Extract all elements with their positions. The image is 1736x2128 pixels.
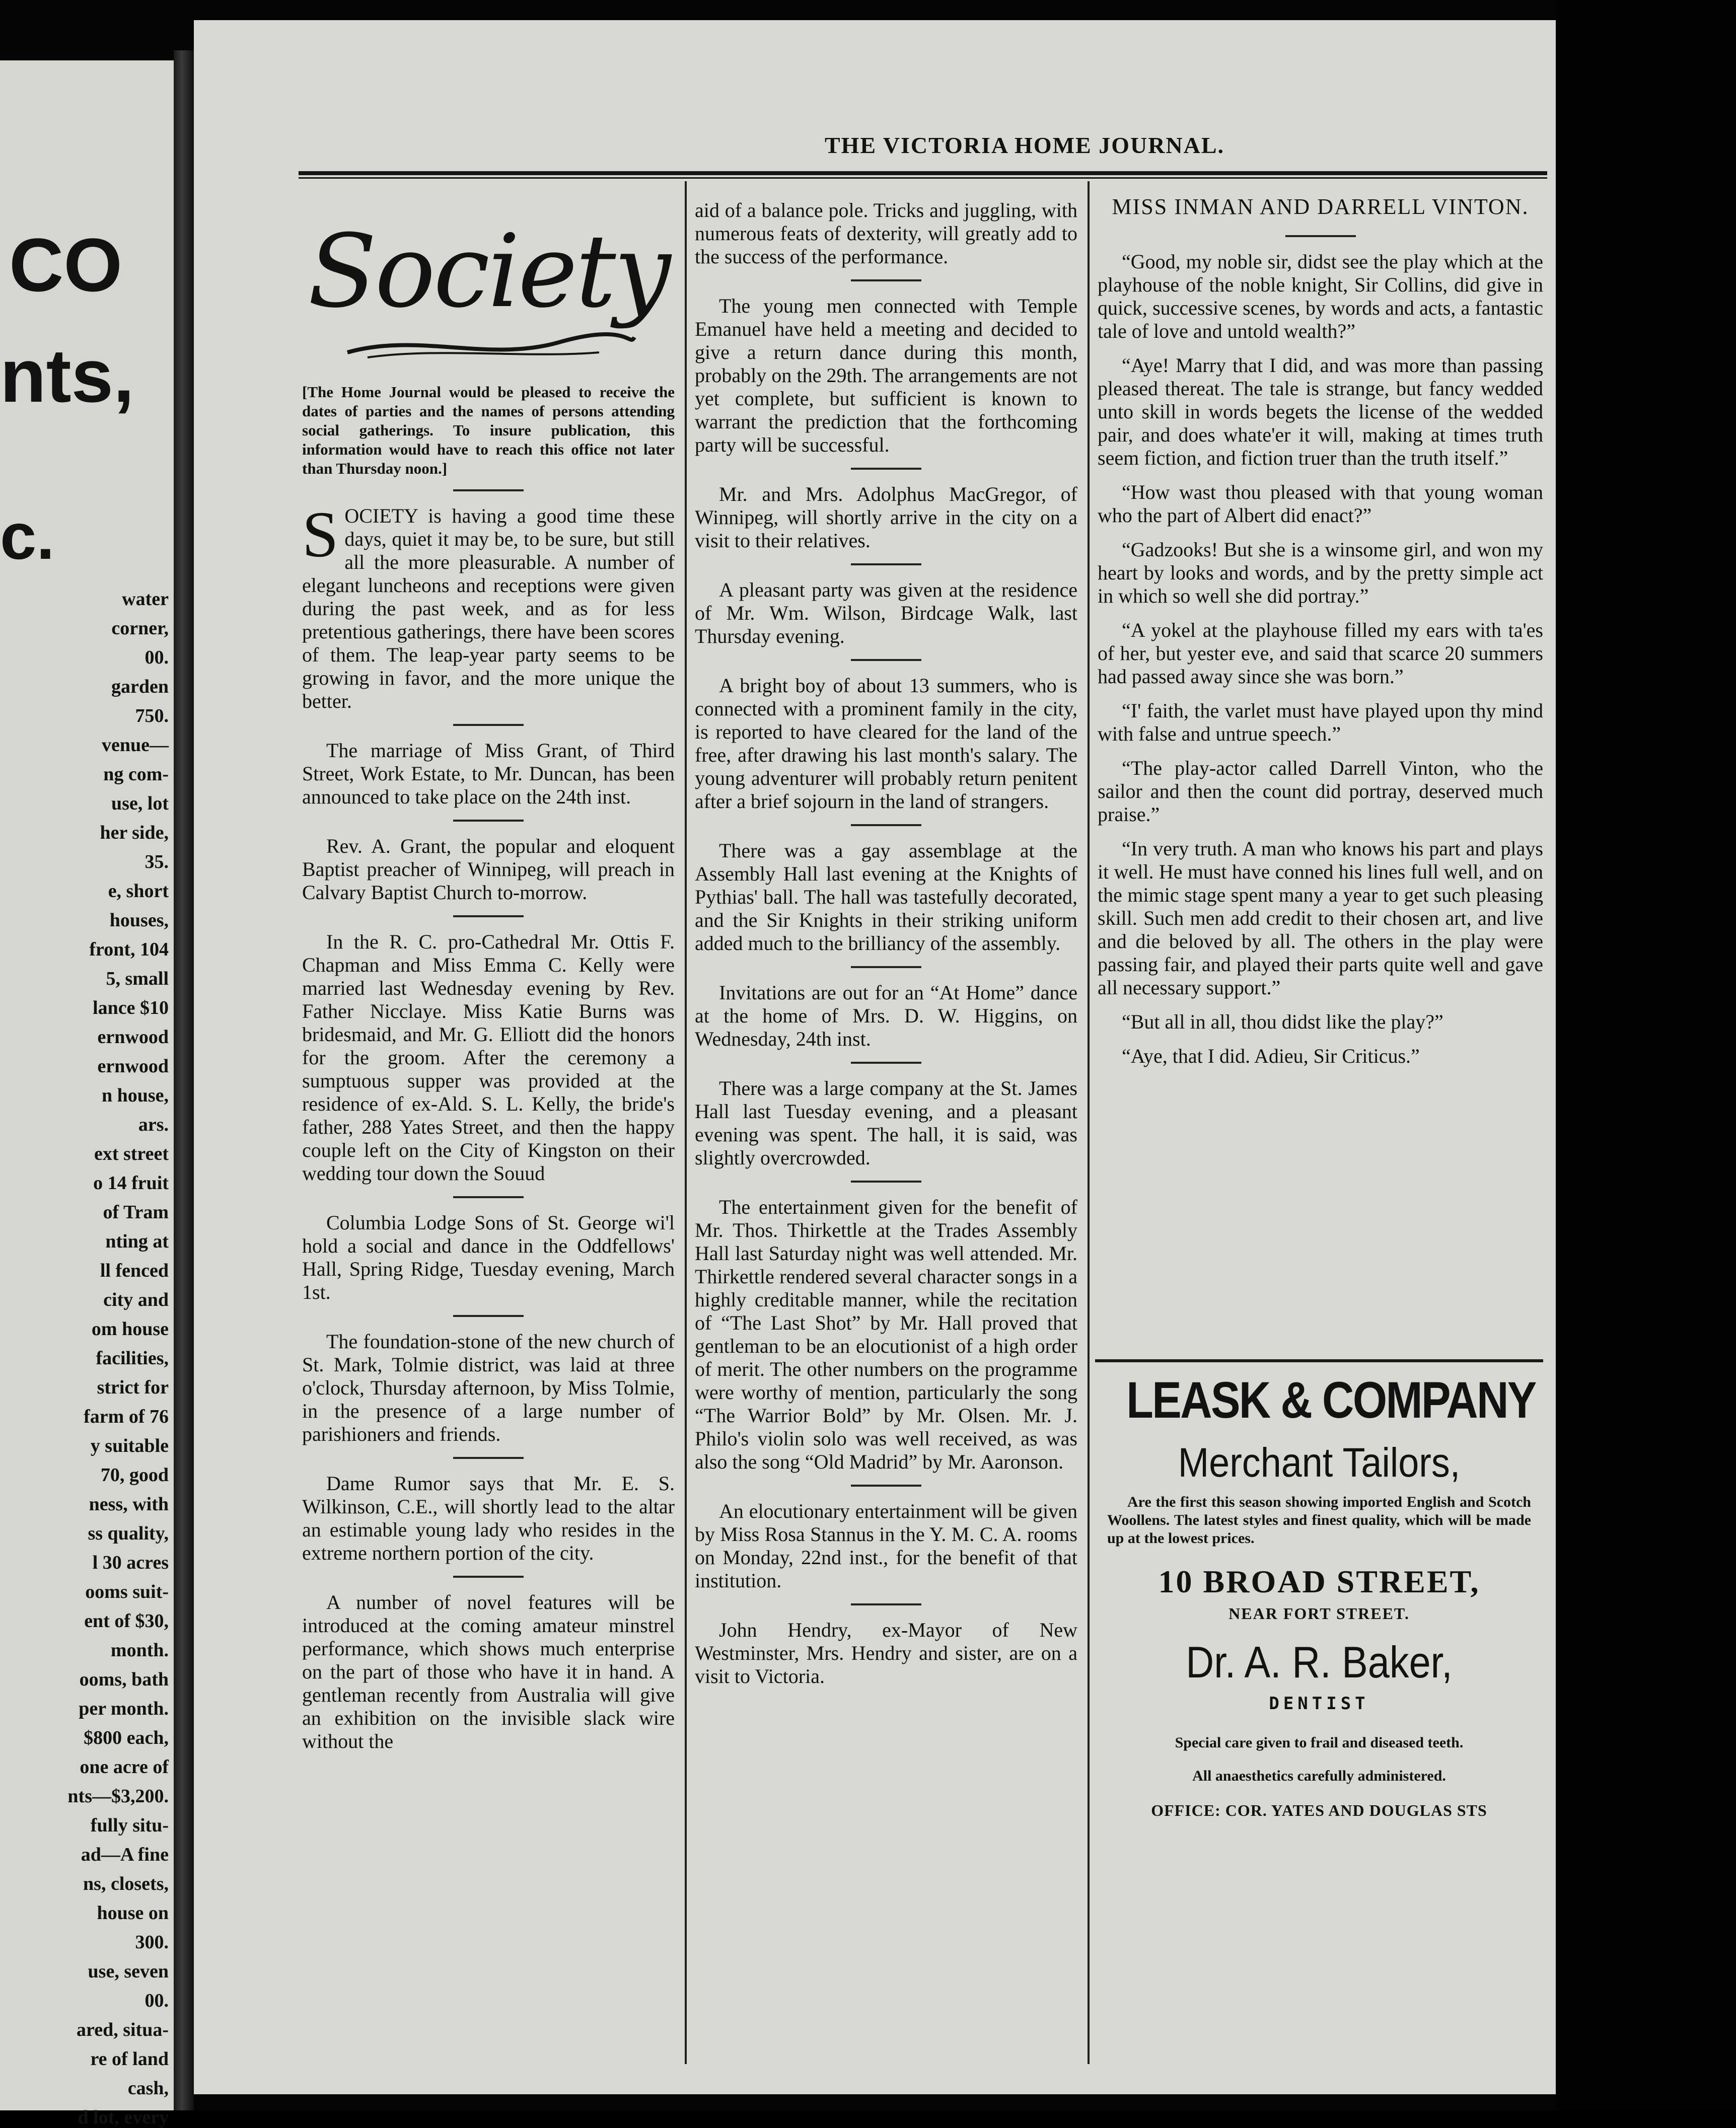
separator — [851, 824, 921, 826]
separator — [453, 1576, 524, 1578]
news-item: A pleasant party was given at the residence of Mr. Wm. Wilson, Birdcage Walk, last Thursday evening. — [695, 578, 1077, 647]
advertisements — [1095, 1359, 1543, 1820]
left-page-line: use, seven — [88, 1961, 169, 1982]
news-item: A number of novel features will be introduced at the coming amateur minstrel performance, which shows much enterprise on the part of those who have it in hand. A gentleman recently from Australia will give an exhibition on the invisible slack wire without the — [302, 1591, 675, 1752]
news-item: The entertainment given for the benefit of Mr. Thos. Thirkettle at the Trades Assembly Hall last Saturday night was well attended. Mr. Thirkettle rendered several character songs in a highly creditable manner, while the recitation of “The Last Shot” by Mr. Hall proved that gentleman to be an elocutionist of a high order of merit. The other numbers on the programme were worthy of mention, particularly the song “The Warrior Bold” by Mr. Olsen. Mr. J. Philo's violin solo was well received, as was also the song “Old Madrid” by Mr. Aaronson. — [695, 1196, 1077, 1473]
left-page-line: d lot, every — [78, 2107, 169, 2128]
news-item: An elocutionary entertainment will be given by Miss Rosa Stannus in the Y. M. C. A. rooms on Monday, 22nd inst., for the benefit of that institution. — [695, 1500, 1077, 1592]
left-page-line: farm of 76 — [84, 1406, 169, 1427]
ad-office-address: OFFICE: COR. YATES AND DOUGLAS STS — [1151, 1801, 1487, 1819]
news-item: Mr. and Mrs. Adolphus MacGregor, of Winnipeg, will shortly arrive in the city on a visit to their relatives. — [695, 483, 1077, 552]
section-heading: Society — [308, 213, 669, 330]
lead-paragraph — [302, 498, 675, 713]
left-page-line: 00. — [144, 647, 169, 668]
dialogue-paragraph: “Aye! Marry that I did, and was more than passing pleased thereat. The tale is strange, but fancy wedded unto skill in words begets the license of the wedded pair, and does whate'er it will, making at times truth seem fiction, and fiction truer than the truth itself.” — [1098, 354, 1543, 469]
ad-care-line: All anaesthetics carefully administered. — [1192, 1768, 1446, 1784]
ad-dentist-title: DENTIST — [1269, 1694, 1369, 1714]
left-page-line: garden — [111, 676, 169, 697]
ad-trade: Merchant Tailors, — [1178, 1440, 1461, 1486]
left-page-line: houses, — [109, 910, 169, 931]
film-edge — [1556, 0, 1736, 2110]
dialogue-paragraph: “How wast thou pleased with that young woman who the part of Albert did enact?” — [1098, 481, 1543, 527]
left-page-line: l 30 acres — [92, 1552, 169, 1573]
separator — [851, 468, 921, 470]
ad-description: Are the first this season showing imported English and Scotch Woollens. The latest styles and finest quality, which will be made up at the lowest prices. — [1107, 1494, 1531, 1547]
left-page-line: ll fenced — [100, 1260, 169, 1281]
news-item: In the R. C. pro-Cathedral Mr. Ottis F. Chapman and Miss Emma C. Kelly were married last Wednesday evening by Rev. Father Nicclaye. Miss Katie Burns was bridesmaid, and Mr. G. Elliott did the honors for the groom. After the ceremony a sumptuous supper was provided at the residence of ex-Ald. S. L. Kelly, the bride's father, 288 Yates Street, and then the happy couple left on the City of Kingston on their wedding tour down the Souud — [302, 930, 675, 1185]
separator — [453, 1315, 524, 1317]
running-head: THE VICTORIA HOME JOURNAL. — [824, 132, 1225, 158]
dialogue-paragraph: “A yokel at the playhouse filled my ears with ta'es of her, but yester eve, and said that scarce 20 summers had passed away since she was born.” — [1098, 619, 1543, 688]
continued-text: aid of a balance pole. Tricks and juggling, with numerous feats of dexterity, will greatly add to the success of the performance. — [695, 199, 1077, 268]
left-page-line: of Tram — [103, 1202, 169, 1223]
left-page-line: nting at — [105, 1231, 169, 1252]
column-rule — [685, 181, 687, 2064]
header-rule — [299, 171, 1547, 175]
left-page-line: ared, situa- — [77, 2019, 169, 2040]
ad-company-name: LEASK & COMPANY — [1126, 1371, 1536, 1429]
left-page-line: nts—$3,200. — [67, 1786, 169, 1807]
left-page-line: water — [122, 589, 169, 610]
news-item: Columbia Lodge Sons of St. George wi'l hold a social and dance in the Oddfellows' Hall, Spring Ridge, Tuesday evening, March 1st. — [302, 1211, 675, 1303]
left-page-line: corner, — [111, 618, 169, 639]
lead-text: OCIETY is having a good time these days, quiet it may be, to be sure, but still all the more pleasurable. A number of elegant luncheons and receptions were given during the past week, and as for less pretentious gatherings, there have been scores of them. The leap-year party seems to be growing in favor, and the more unique the better. — [302, 504, 675, 712]
news-item: The marriage of Miss Grant, of Third Street, Work Estate, to Mr. Duncan, has been announced to take place on the 24th inst. — [302, 739, 675, 808]
separator — [851, 1485, 921, 1487]
header-rule — [299, 177, 1547, 179]
separator — [453, 724, 524, 726]
left-page-line: 00. — [144, 1990, 169, 2011]
left-page-line: ent of $30, — [84, 1610, 169, 1632]
left-page-line: 300. — [135, 1932, 169, 1953]
page-gutter — [174, 50, 194, 2110]
left-page-line: fully situ- — [90, 1815, 169, 1836]
ad-address: 10 BROAD STREET, — [1158, 1564, 1480, 1599]
dialogue-paragraph: “I' faith, the varlet must have played upon thy mind with false and untrue speech.” — [1098, 699, 1543, 745]
left-page-line: ooms suit- — [85, 1581, 169, 1602]
ad-near-street: NEAR FORT STREET. — [1228, 1604, 1410, 1623]
left-page-big-text: CO — [9, 223, 122, 307]
flourish-ornament-icon — [337, 332, 639, 362]
left-page-line: re of land — [90, 2048, 169, 2070]
ad-care-line: Special care given to frail and diseased teeth. — [1175, 1734, 1464, 1751]
adjacent-page-fragment — [0, 60, 174, 2128]
left-page-line: ars. — [138, 1114, 169, 1135]
left-page-line: city and — [103, 1289, 169, 1310]
left-page-line: cash, — [127, 2078, 169, 2099]
left-page-line: $800 each, — [84, 1727, 169, 1748]
drop-cap: S — [302, 498, 339, 571]
left-page-line: 70, good — [100, 1464, 169, 1486]
left-page-line: ext street — [94, 1143, 169, 1164]
left-page-line: ness, with — [89, 1494, 169, 1515]
left-page-line: ernwood — [97, 1056, 169, 1077]
column-news — [695, 199, 1077, 1699]
news-item: Dame Rumor says that Mr. E. S. Wilkinson, C.E., will shortly lead to the altar an estimable young lady who resides in the extreme northern portion of the city. — [302, 1472, 675, 1564]
column-rule — [1088, 181, 1090, 2064]
separator — [851, 1181, 921, 1183]
dialogue-paragraph: “In very truth. A man who knows his part and plays it well. He must have conned his lines full well, and on the mimic stage spent many a year to get such pleasing skill. Such men add credit to their chosen art, and live and die beloved by all. The others in the play were passing fair, and played their parts quite well and gave all necessary support.” — [1098, 837, 1543, 999]
dialogue-paragraph: “Aye, that I did. Adieu, Sir Criticus.” — [1122, 1045, 1420, 1067]
separator — [453, 820, 524, 822]
news-item: Invitations are out for an “At Home” dance at the home of Mrs. D. W. Higgins, on Wednesday, 24th inst. — [695, 981, 1077, 1050]
separator — [851, 1062, 921, 1064]
left-page-line: 35. — [144, 851, 169, 872]
news-item: The foundation-stone of the new church of St. Mark, Tolmie district, was laid at three o'clock, Thursday afternoon, by Miss Tolmie, in the presence of a large number of parishioners and friends. — [302, 1330, 675, 1445]
editorial-note: [The Home Journal would be pleased to receive the dates of parties and the names of persons attending social gatherings. To insure publication, this information would have to reach this office not later than Thursday noon.] — [302, 383, 675, 477]
news-item: John Hendry, ex-Mayor of New Westminster, Mrs. Hendry and sister, are on a visit to Victoria. — [695, 1619, 1077, 1687]
left-page-line: her side, — [100, 822, 169, 843]
left-page-big-text: c. — [0, 499, 55, 573]
dialogue-paragraph: “Gadzooks! But she is a winsome girl, and won my heart by looks and words, and by the pretty simple act in which so well she did portray.” — [1098, 538, 1543, 607]
left-page-line: ss quality, — [88, 1523, 169, 1544]
left-page-line: lance $10 — [93, 997, 169, 1018]
left-page-line: venue— — [102, 735, 169, 756]
separator — [851, 279, 921, 281]
separator — [1285, 235, 1356, 237]
left-page-line: n house, — [101, 1085, 169, 1106]
separator — [851, 563, 921, 565]
left-page-line: ernwood — [97, 1026, 169, 1048]
left-page-line: y suitable — [90, 1435, 169, 1456]
news-item: There was a large company at the St. James Hall last Tuesday evening, and a pleasant evening was spent. The hall, it is said, was slightly overcrowded. — [695, 1077, 1077, 1169]
left-page-line: ooms, bath — [79, 1669, 169, 1690]
dialogue-paragraph: “The play-actor called Darrell Vinton, who the sailor and then the count did portray, deserved much praise.” — [1098, 757, 1543, 826]
separator — [851, 1603, 921, 1605]
news-item: The young men connected with Temple Emanuel have held a meeting and decided to give a return dance during this month, probably on the 29th. The arrangements are not yet complete, but sufficient is known to warrant the prediction that the forthcoming party will be successful. — [695, 295, 1077, 456]
separator — [453, 489, 524, 491]
left-page-line: per month. — [79, 1698, 169, 1719]
left-page-line: 5, small — [106, 968, 169, 989]
article-title: MISS INMAN AND DARRELL VINTON. — [1112, 194, 1529, 219]
left-page-big-text: nts, — [0, 333, 134, 418]
ad-rule — [1095, 1359, 1543, 1362]
left-page-line: om house — [91, 1318, 169, 1340]
separator — [453, 1196, 524, 1198]
left-page-line: front, 104 — [89, 939, 169, 960]
left-page-line: 750. — [135, 705, 169, 726]
column-society — [302, 191, 675, 1764]
column-review — [1098, 194, 1543, 1079]
left-page-line: e, short — [108, 880, 169, 902]
newspaper-page — [194, 20, 1556, 2094]
separator — [453, 1457, 524, 1459]
news-item: Rev. A. Grant, the popular and eloquent Baptist preacher of Winnipeg, will preach in Calvary Baptist Church to-morrow. — [302, 835, 675, 904]
left-page-line: house on — [97, 1902, 169, 1924]
left-page-line: strict for — [97, 1377, 169, 1398]
left-page-line: o 14 fruit — [93, 1172, 169, 1194]
news-item: There was a gay assemblage at the Assembly Hall last evening at the Knights of Pythias' ball. The hall was tastefully decorated, and the Sir Knights in their striking uniform added much to the brilliancy of the assembly. — [695, 839, 1077, 955]
dialogue-paragraph: “But all in all, thou didst like the play?” — [1122, 1010, 1443, 1033]
left-page-line: ng com- — [103, 764, 169, 785]
left-page-line: facilities, — [96, 1348, 169, 1369]
separator — [851, 966, 921, 968]
left-page-line: use, lot — [111, 793, 169, 814]
left-page-line: month. — [110, 1640, 169, 1661]
dialogue-paragraph: “Good, my noble sir, didst see the play which at the playhouse of the noble knight, Sir Collins, did give in quick, successive scenes, by words and acts, a fantastic tale of love and untold wealth?” — [1098, 250, 1543, 342]
left-page-line: one acre of — [80, 1756, 169, 1778]
separator — [453, 915, 524, 917]
separator — [851, 659, 921, 661]
ad-dentist-name: Dr. A. R. Baker, — [1186, 1637, 1453, 1687]
left-page-line: ad—A fine — [81, 1844, 169, 1865]
news-item: A bright boy of about 13 summers, who is connected with a prominent family in the city, is reported to have cleared for the land of the free, after drawing his last month's salary. The young adventurer will probably return penitent after a brief sojourn in the land of strangers. — [695, 674, 1077, 813]
left-page-line: ns, closets, — [83, 1873, 169, 1894]
